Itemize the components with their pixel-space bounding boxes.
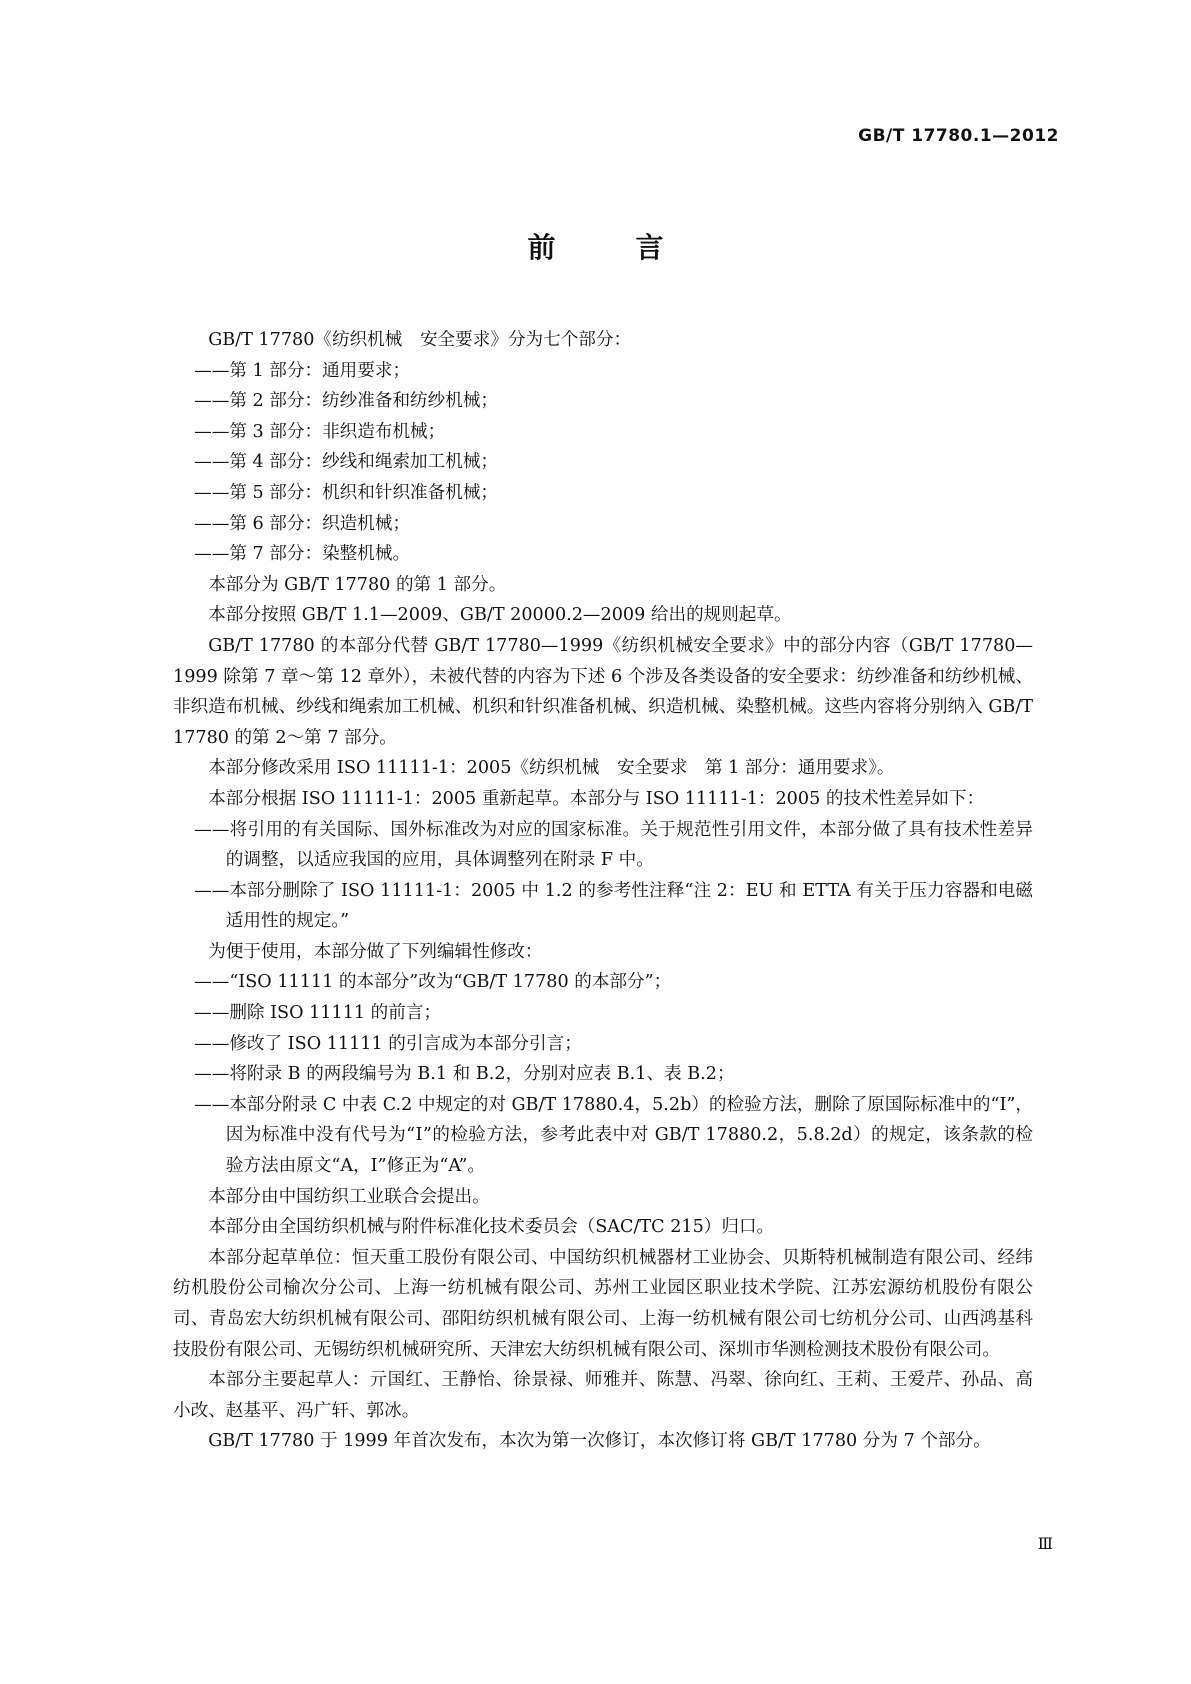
list-item: ——第 7 部分：染整机械。 bbox=[194, 544, 411, 565]
paragraph: 本部分由中国纺织工业联合会提出。 bbox=[208, 1186, 490, 1207]
list-item: ——第 5 部分：机织和针织准备机械； bbox=[194, 482, 499, 503]
list-item: ——将引用的有关国际、国外标准改为对应的国家标准。关于规范性引用文件，本部分做了具有技术性差异的调整，以适应我国的应用，具体调整列在附录 F 中。 bbox=[194, 819, 1033, 871]
page-title: 前 言 bbox=[527, 231, 690, 264]
list-item: ——第 3 部分：非织造布机械； bbox=[194, 421, 446, 442]
paragraph: 本部分起草单位：恒天重工股份有限公司、中国纺织机械器材工业协会、贝斯特机械制造有限公司、经纬纺机股份公司榆次分公司、上海一纺机械有限公司、苏州工业园区职业技术学院、江苏宏源纺机股份有限公司、青岛宏大纺织机械有限公司、邵阳纺织机械有限公司、上海一纺机械有限公司七纺机分公司、山西鸿基科技股份有限公司、无锡纺织机械研究所、天津宏大纺织机械有限公司、深圳市华测检测技术股份有限公司。 bbox=[173, 1247, 1033, 1360]
list-item: ——“ISO 11111 的本部分”改为“GB/T 17780 的本部分”； bbox=[194, 972, 672, 993]
list-item: ——删除 ISO 11111 的前言； bbox=[194, 1003, 442, 1024]
paragraph: 本部分按照 GB/T 1.1—2009、GB/T 20000.2—2009 给出的规则起草。 bbox=[208, 605, 792, 626]
paragraph: GB/T 17780 的本部分代替 GB/T 17780—1999《纺织机械安全要求》中的部分内容（GB/T 17780—1999 除第 7 章～第 12 章外），未被代替的内容为下述 6 个涉及各类设备的安全要求：纺纱准备和纺纱机械、非织造布机械、纱线和绳索加工机械、机织和针织准备机械、织造机械、染整机械。这些内容将分别纳入 GB/T 17780 的第 2～第 7 部分。 bbox=[173, 635, 1033, 748]
list-item: ——第 4 部分：纱线和绳索加工机械； bbox=[194, 452, 499, 473]
paragraph: GB/T 17780《纺织机械 安全要求》分为七个部分： bbox=[208, 330, 632, 350]
list-item: ——本部分删除了 ISO 11111-1：2005 中 1.2 的参考性注释“注 2：EU 和 ETTA 有关于压力容器和电磁适用性的规定。” bbox=[194, 880, 1033, 932]
preface-body bbox=[173, 325, 1033, 1457]
paragraph: 本部分由全国纺织机械与附件标准化技术委员会（SAC/TC 215）归口。 bbox=[208, 1217, 775, 1238]
list-item: ——第 6 部分：织造机械； bbox=[194, 513, 411, 534]
paragraph: 为便于使用，本部分做了下列编辑性修改： bbox=[208, 941, 543, 962]
document-code: GB/T 17780.1—2012 bbox=[858, 126, 1059, 146]
paragraph: 本部分修改采用 ISO 11111-1：2005《纺织机械 安全要求 第 1 部分：通用要求》。 bbox=[208, 758, 895, 779]
list-item: ——将附录 B 的两段编号为 B.1 和 B.2，分别对应表 B.1、表 B.2； bbox=[194, 1064, 735, 1085]
list-item: ——修改了 ISO 11111 的引言成为本部分引言； bbox=[194, 1033, 582, 1054]
paragraph: GB/T 17780 于 1999 年首次发布，本次为第一次修订，本次修订将 GB/T 17780 分为 7 个部分。 bbox=[208, 1431, 991, 1452]
paragraph: 本部分为 GB/T 17780 的第 1 部分。 bbox=[208, 574, 507, 595]
list-item: ——本部分附录 C 中表 C.2 中规定的对 GB/T 17880.4，5.2b）的检验方法，删除了原国际标准中的“Ⅰ”，因为标准中没有代号为“Ⅰ”的检验方法，参考此表中对 GB/T 17880.2，5.8.2d）的规定，该条款的检验方法由原文“A，Ⅰ”修正为“A”。 bbox=[194, 1094, 1033, 1177]
list-item: ——第 2 部分：纺纱准备和纺纱机械； bbox=[194, 391, 499, 412]
paragraph: 本部分主要起草人：亓国红、王静怡、徐景禄、师雅并、陈慧、冯翠、徐向红、王莉、王爱芹、孙品、高小改、赵基平、冯广轩、郭冰。 bbox=[173, 1370, 1033, 1421]
page-number: Ⅲ bbox=[1037, 1534, 1053, 1553]
paragraph: 本部分根据 ISO 11111-1：2005 重新起草。本部分与 ISO 11111-1：2005 的技术性差异如下： bbox=[208, 788, 985, 809]
list-item: ——第 1 部分：通用要求； bbox=[194, 360, 411, 381]
